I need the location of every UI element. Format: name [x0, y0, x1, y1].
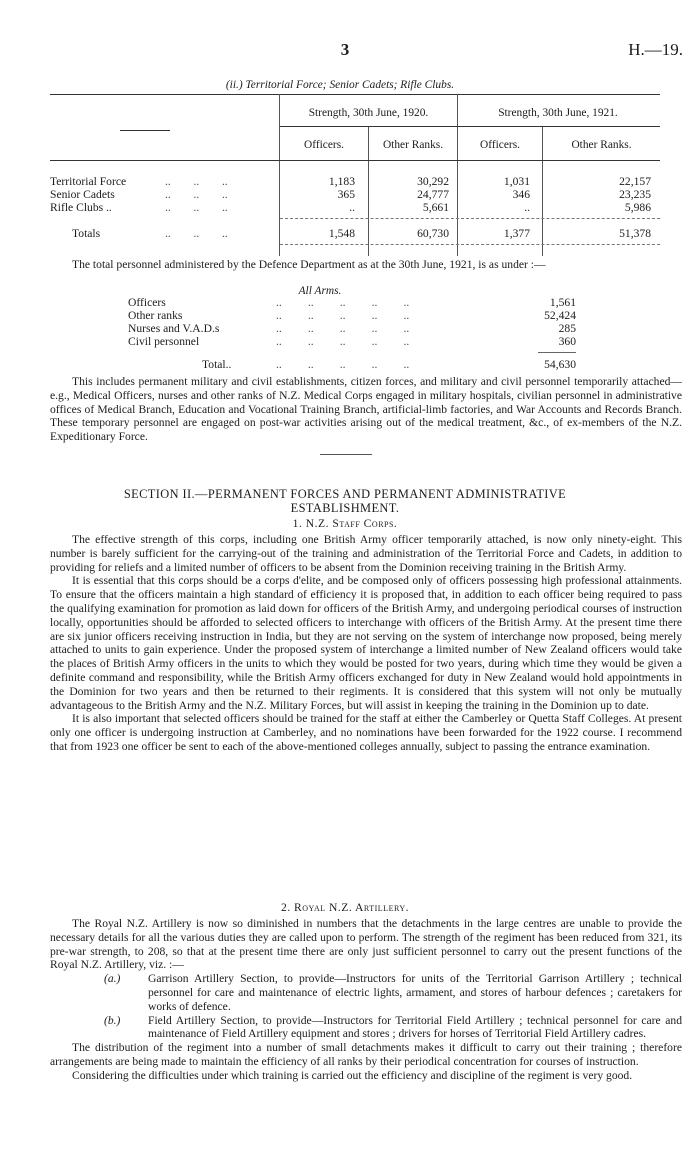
item-text: Garrison Artillery Section, to provide—Instructors for units of the Territorial Garrison Artillery ; technical personnel for care and maintenance of electric lights, armament, and stores of harbour defences ; caretakers for works of defence. [148, 972, 682, 1013]
value: 360 [558, 335, 576, 348]
strength-table [50, 94, 690, 256]
col-header-other-ranks-1921: Other Ranks. [571, 139, 632, 151]
leader-dots: .. .. .. [165, 228, 228, 240]
section-heading: SECTION II.—PERMANENT FORCES AND PERMANENT ADMINISTRATIVE ESTABLISHMENT. [123, 487, 567, 515]
cell: 1,377 [503, 227, 530, 240]
value: 52,424 [544, 309, 576, 322]
paragraph: It is also important that selected officers should be trained for the staff at either the Camberley or Quetta Staff Colleges. At present only one officer is undergoing instruction at Camberley, and no nominations have been forwarded for the 1922 course. I recommend that from 1923 one officer be sent to each of the above-mentioned colleges annually, subject to passing the entrance examination. [50, 712, 682, 753]
paragraph: The distribution of the regiment into a number of small detachments makes it difficult to carry out their training ; therefore arrangements are being made to maintain the efficiency of all ranks by their periodical concentration for courses of instruction. [50, 1041, 682, 1068]
list-item [50, 1014, 682, 1042]
table2-heading: All Arms. [298, 285, 342, 297]
group-header-1920: Strength, 30th June, 1920. [308, 107, 429, 119]
cell: .. [349, 201, 355, 214]
item-text: Field Artillery Section, to provide—Instructors for Territorial Field Artillery ; technical personnel for care and maintenance of Field Artillery equipment and stores ; drivers for horses of Territorial Field Artillery cadres. [148, 1013, 682, 1041]
item-marker: (b.) [104, 1013, 121, 1027]
table-total-row [50, 227, 660, 240]
col-header-officers-1921: Officers. [480, 139, 520, 151]
paragraph: The effective strength of this corps, including one British Army officer temporarily attached, is now only ninety-eight. This number is barely sufficient for the carrying-out of the training and administration of the Territorial Force and Cadets, in addition to providing for reliefs and a limited number of officers to be absent from the Dominion receiving training in the British Army. [50, 533, 682, 574]
cell: 1,548 [328, 227, 355, 240]
paragraph: It is essential that this corps should be a corps d'elite, and be composed only of officers possessing high professional attainments. To ensure that the officers maintain a high standard of efficiency it is proposed that, in addition to each officer being required to pass the qualifying examination for promotion as laid down for officers of the British Army, and undergoing periodical courses of instruction locally, opportunities should be afforded to selected officers to interchange with officers of the British Army. At the present time there are six junior officers receiving instruction in India, but they are not serving on the system of interchange now proposed, being merely attached to units to gain experience. Under the proposed system of interchange a limited number of New Zealand officers would take the places of British Army officers in the units to which they would be posted for two years, during which time they would be given a definite command and responsibility, while the British Army officers exchanged for duty in New Zealand would hold appointments in the Dominion for two years and then be returned to their regiments. It is considered that this system will not only be mutually advantageous to the British Army and the N.Z. Military Forces, but will assist in keeping the training in the Dominion up to date. [50, 574, 682, 712]
row-label: Territorial Force [50, 175, 127, 188]
col-header-officers-1920: Officers. [304, 139, 344, 151]
value: 1,561 [549, 296, 576, 309]
includes-paragraph: This includes permanent military and civil establishments, citizen forces, and military and civil personnel temporarily attached—e.g., Medical Officers, nurses and other ranks of N.Z. Medical Corps engaged in military hospitals, civilian personnel in administrative offices of Medical Branch, Education and Vocational Training Branch, artificial-limb factories, and War Accounts and Records Branch. These temporary personnel are engaged on post-war activities arising out of the medical treatment, &c., of ex-members of the N.Z. Expeditionary Force. [50, 375, 682, 444]
table1-caption: (ii.) Territorial Force; Senior Cadets; Rifle Clubs. [225, 79, 455, 91]
list-item [50, 972, 682, 1013]
cell: 30,292 [417, 175, 449, 188]
paragraph: The Royal N.Z. Artillery is now so diminished in numbers that the detachments in the large centres are unable to provide the necessary details for all the various duties they are called upon to perform. The strength of the regiment has been reduced from 321, its pre-war strength, to 208, so that at the present time there are only just sufficient personnel to carry out the present functions of the Royal N.Z. Artillery, viz. :— [50, 917, 682, 972]
all-arms-table [128, 296, 648, 374]
artillery-body [50, 917, 682, 1083]
cell: 1,031 [503, 175, 530, 188]
total-label: Totals [72, 227, 101, 240]
item-marker: (a.) [104, 972, 121, 986]
cell: 365 [337, 188, 355, 201]
table-row [50, 201, 660, 214]
total-label: Total.. [202, 358, 232, 371]
cell: 22,157 [619, 175, 651, 188]
row-label: Senior Cadets [50, 188, 115, 201]
group-header-1921: Strength, 30th June, 1921. [498, 107, 618, 119]
cell: 1,183 [328, 175, 355, 188]
value: 285 [558, 322, 576, 335]
cell: 23,235 [619, 188, 651, 201]
cell: 5,986 [624, 201, 651, 214]
leader-dots: .. .. .. .. .. [276, 358, 410, 371]
leader-dots: .. .. .. [165, 189, 228, 201]
cell: .. [524, 201, 530, 214]
intro-paragraph: The total personnel administered by the Defence Department as at the 30th June, 1921, is as under :— [72, 258, 546, 271]
subsection-heading-staff-corps: 1. N.Z. Staff Corps. [292, 517, 398, 530]
leader-dots: .. .. .. [165, 176, 228, 188]
row-label: Other ranks [128, 309, 183, 322]
document-reference: H.—19. [628, 40, 683, 59]
leader-dots: .. .. .. .. .. [276, 322, 410, 335]
cell: 5,661 [422, 201, 449, 214]
paragraph: Considering the difficulties under which training is carried out the efficiency and discipline of the regiment is very good. [72, 1068, 633, 1082]
row-label: Officers [128, 296, 166, 309]
leader-dots: .. .. .. .. .. [276, 309, 410, 322]
table-row [50, 175, 660, 188]
col-header-other-ranks-1920: Other Ranks. [382, 139, 444, 151]
value: 54,630 [544, 358, 576, 371]
leader-dots: .. .. .. [165, 202, 228, 214]
cell: 51,378 [619, 227, 651, 240]
row-label: Rifle Clubs .. [50, 201, 112, 214]
row-label: Nurses and V.A.D.s [128, 322, 220, 335]
staff-corps-body [50, 533, 682, 754]
row-label: Civil personnel [128, 335, 200, 348]
cell: 346 [512, 188, 530, 201]
cell: 60,730 [417, 227, 449, 240]
table-row [50, 188, 660, 201]
page-number: 3 [340, 40, 350, 59]
subsection-heading-artillery: 2. Royal N.Z. Artillery. [280, 901, 410, 914]
cell: 24,777 [417, 188, 449, 201]
leader-dots: .. .. .. .. .. [276, 335, 410, 348]
leader-dots: .. .. .. .. .. [276, 296, 410, 309]
